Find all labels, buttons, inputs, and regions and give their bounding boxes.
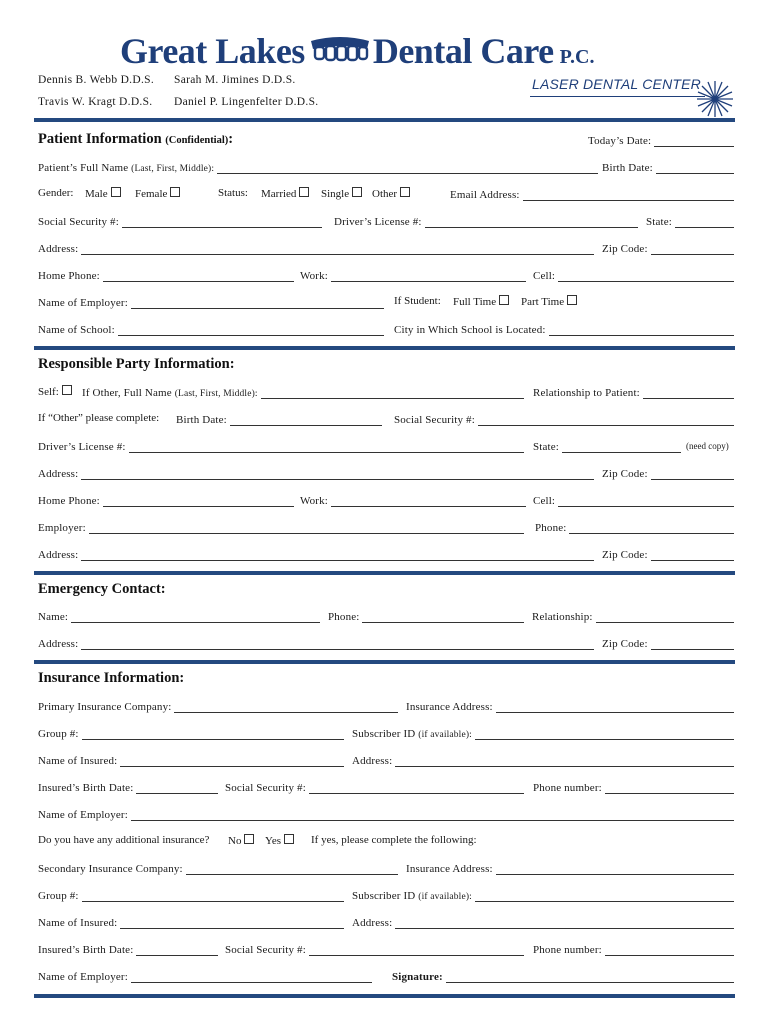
input-line[interactable]: [174, 701, 398, 713]
secondary-subscriber-id-field[interactable]: [352, 888, 734, 902]
signature-line[interactable]: [446, 971, 734, 983]
responsible-employer-address-row: [38, 547, 734, 563]
school-row: [38, 322, 734, 338]
gender-status-row: [38, 187, 734, 203]
input-line[interactable]: [331, 270, 526, 282]
doctor-name: Daniel P. Lingenfelter D.D.S.: [174, 96, 319, 108]
field-label: Social Security #:: [38, 216, 119, 228]
brand-name-great-lakes: Great Lakes: [120, 31, 305, 71]
input-line[interactable]: [654, 135, 734, 147]
self-option[interactable]: [38, 385, 72, 398]
input-line[interactable]: [605, 782, 734, 794]
field-label: Insurance Address:: [406, 701, 493, 713]
field-label: Name of Insured:: [38, 917, 118, 929]
input-line[interactable]: [81, 468, 594, 480]
emergency-phone-field[interactable]: [328, 609, 524, 623]
insurance-info-heading: Insurance Information:: [38, 670, 185, 686]
doctor-name: Sarah M. Jimines D.D.S.: [174, 74, 296, 86]
field-label: Insurance Address:: [406, 863, 493, 875]
primary-insured-name-field[interactable]: [38, 753, 344, 767]
input-line[interactable]: [395, 755, 734, 767]
responsible-other-row: [38, 412, 734, 428]
responsible-employer-address-field[interactable]: [38, 547, 594, 561]
secondary-group-field[interactable]: [38, 888, 344, 902]
state-field[interactable]: [646, 214, 734, 228]
primary-phone-number-field[interactable]: [533, 780, 734, 794]
input-line[interactable]: [186, 863, 398, 875]
field-label: Address:: [38, 243, 79, 255]
input-line[interactable]: [596, 611, 734, 623]
input-line[interactable]: [261, 387, 524, 399]
input-line[interactable]: [136, 782, 218, 794]
emergency-address-field[interactable]: [38, 636, 594, 650]
part-time-checkbox[interactable]: [567, 295, 577, 305]
home-phone-field[interactable]: [38, 268, 294, 282]
field-label: Zip Code:: [602, 549, 648, 561]
field-label: Insured’s Birth Date:: [38, 944, 134, 956]
field-label: Social Security #:: [225, 782, 306, 794]
secondary-insured-name-field[interactable]: [38, 915, 344, 929]
part-time-option[interactable]: [521, 295, 577, 308]
status-other-option[interactable]: [372, 187, 410, 200]
input-line[interactable]: [309, 782, 524, 794]
section-divider: [34, 571, 735, 575]
field-label: Subscriber ID: [352, 890, 416, 902]
input-line[interactable]: [331, 495, 526, 507]
field-label: Cell:: [533, 495, 556, 507]
field-label: Address:: [352, 917, 393, 929]
input-line[interactable]: [120, 755, 344, 767]
if-yes-instruction: If yes, please complete the following:: [311, 834, 477, 846]
additional-insurance-question: Do you have any additional insurance?: [38, 834, 210, 846]
input-line[interactable]: [131, 971, 372, 983]
input-line[interactable]: [71, 611, 320, 623]
field-label: Name:: [38, 611, 69, 623]
yes-checkbox[interactable]: [284, 834, 294, 844]
field-label: Work:: [300, 270, 328, 282]
input-line[interactable]: [81, 243, 594, 255]
if-other-label: If “Other” please complete:: [38, 412, 160, 424]
field-label: Phone number:: [533, 944, 602, 956]
input-line[interactable]: [558, 495, 734, 507]
input-line[interactable]: [120, 917, 344, 929]
input-line[interactable]: [558, 270, 734, 282]
primary-insured-address-field[interactable]: [352, 753, 734, 767]
emergency-address-row: [38, 636, 734, 652]
input-line[interactable]: [675, 216, 734, 228]
phone-row: [38, 268, 734, 284]
input-line[interactable]: [562, 441, 681, 453]
responsible-state-field[interactable]: [533, 439, 681, 453]
option-label: No: [228, 835, 242, 847]
field-label: Group #:: [38, 890, 79, 902]
primary-insured-birth-row: [38, 780, 734, 796]
single-checkbox[interactable]: [352, 187, 362, 197]
primary-employer-field[interactable]: [38, 807, 734, 821]
secondary-insured-birth-date-field[interactable]: [38, 942, 218, 956]
field-label: Birth Date:: [176, 414, 227, 426]
secondary-insurance-row: [38, 861, 734, 877]
self-checkbox[interactable]: [62, 385, 72, 395]
signature-field[interactable]: [392, 969, 734, 983]
input-line[interactable]: [122, 216, 322, 228]
responsible-employer-zip-field[interactable]: [602, 547, 734, 561]
field-label: Zip Code:: [602, 468, 648, 480]
input-line[interactable]: [523, 189, 734, 201]
option-label: Married: [261, 188, 297, 200]
additional-no-option[interactable]: [228, 834, 254, 847]
responsible-phone-row: [38, 493, 734, 509]
secondary-phone-number-field[interactable]: [533, 942, 734, 956]
section-divider: [34, 994, 735, 998]
field-label: Insured’s Birth Date:: [38, 782, 134, 794]
input-line[interactable]: [475, 890, 734, 902]
field-label: Address:: [38, 549, 79, 561]
field-label: State:: [646, 216, 672, 228]
responsible-address-row: [38, 466, 734, 482]
primary-insurance-company-field[interactable]: [38, 699, 398, 713]
input-line[interactable]: [425, 216, 638, 228]
field-label: Subscriber ID: [352, 728, 416, 740]
input-line[interactable]: [651, 549, 734, 561]
field-label: Email Address:: [450, 189, 520, 201]
input-line[interactable]: [496, 863, 734, 875]
female-checkbox[interactable]: [170, 187, 180, 197]
heading-colon: :: [228, 131, 234, 147]
brand-suffix: P.C.: [559, 46, 595, 68]
field-label: Home Phone:: [38, 270, 100, 282]
option-label: Male: [85, 188, 108, 200]
field-label: Secondary Insurance Company:: [38, 863, 183, 875]
input-line[interactable]: [656, 162, 734, 174]
secondary-insured-birth-row: [38, 942, 734, 958]
brand-logo: [120, 30, 594, 70]
field-label: Primary Insurance Company:: [38, 701, 172, 713]
field-label-note: (if available):: [418, 730, 472, 740]
section-divider: [34, 660, 735, 664]
field-label: Group #:: [38, 728, 79, 740]
option-label: Self:: [38, 386, 59, 398]
responsible-zip-field[interactable]: [602, 466, 734, 480]
section-divider: [34, 118, 735, 122]
input-line[interactable]: [136, 944, 218, 956]
secondary-group-row: [38, 888, 734, 904]
field-label: Birth Date:: [602, 162, 653, 174]
todays-date-row: [38, 133, 734, 149]
secondary-insurance-address-field[interactable]: [406, 861, 734, 875]
input-line[interactable]: [82, 890, 344, 902]
field-label: Zip Code:: [602, 638, 648, 650]
primary-insurance-address-field[interactable]: [406, 699, 734, 713]
input-line[interactable]: [309, 944, 524, 956]
option-label: Single: [321, 188, 350, 200]
emergency-relationship-field[interactable]: [532, 609, 734, 623]
field-label: Address:: [38, 468, 79, 480]
field-label: Name of Employer:: [38, 971, 128, 983]
field-label: Phone:: [328, 611, 360, 623]
responsible-employer-row: [38, 520, 734, 536]
address-row: [38, 241, 734, 257]
field-label: Address:: [352, 755, 393, 767]
emergency-name-field[interactable]: [38, 609, 320, 623]
patient-birth-date-field[interactable]: [602, 160, 734, 174]
employer-field[interactable]: [38, 295, 384, 309]
field-label: Name of Employer:: [38, 297, 128, 309]
secondary-employer-signature-row: [38, 969, 734, 985]
field-label: Name of Employer:: [38, 809, 128, 821]
primary-insurance-row: [38, 699, 734, 715]
field-label: If Other, Full Name: [82, 387, 172, 399]
field-label: Social Security #:: [225, 944, 306, 956]
secondary-insured-ssn-field[interactable]: [225, 942, 524, 956]
field-label: Driver’s License #:: [334, 216, 422, 228]
teeth-icon: [309, 35, 371, 70]
input-line[interactable]: [131, 297, 384, 309]
heading-note: (Confidential): [165, 135, 229, 146]
emergency-zip-field[interactable]: [602, 636, 734, 650]
option-label: Yes: [265, 835, 282, 847]
input-line[interactable]: [549, 324, 734, 336]
responsible-address-field[interactable]: [38, 466, 594, 480]
responsible-party-heading: Responsible Party Information:: [38, 356, 235, 372]
input-line[interactable]: [643, 387, 734, 399]
input-line[interactable]: [82, 728, 344, 740]
field-label-note: (Last, First, Middle):: [174, 389, 258, 399]
input-line[interactable]: [569, 522, 734, 534]
responsible-work-field[interactable]: [300, 493, 526, 507]
gender-female-option[interactable]: [135, 187, 180, 200]
primary-group-row: [38, 726, 734, 742]
secondary-insured-row: [38, 915, 734, 931]
field-label: Driver’s License #:: [38, 441, 126, 453]
field-label: Relationship to Patient:: [533, 387, 640, 399]
primary-group-field[interactable]: [38, 726, 344, 740]
field-label: Name of School:: [38, 324, 115, 336]
secondary-insured-address-field[interactable]: [352, 915, 734, 929]
input-line[interactable]: [651, 638, 734, 650]
primary-insured-row: [38, 753, 734, 769]
section-divider: [34, 346, 735, 350]
status-label: Status:: [218, 187, 248, 199]
input-line[interactable]: [103, 495, 294, 507]
responsible-employer-field[interactable]: [38, 520, 524, 534]
tagline-underline: [530, 96, 705, 97]
school-name-field[interactable]: [38, 322, 384, 336]
laser-dental-center-tagline: LASER DENTAL CENTER: [532, 76, 701, 92]
input-line[interactable]: [81, 549, 594, 561]
responsible-employer-phone-field[interactable]: [535, 520, 734, 534]
field-label: Home Phone:: [38, 495, 100, 507]
brand-name-dental-care: Dental Care: [372, 31, 554, 71]
input-line[interactable]: [496, 701, 734, 713]
primary-insured-ssn-field[interactable]: [225, 780, 524, 794]
responsible-ssn-field[interactable]: [394, 412, 734, 426]
doctor-name: Dennis B. Webb D.D.S.: [38, 74, 155, 86]
field-label: State:: [533, 441, 559, 453]
drivers-license-field[interactable]: [334, 214, 638, 228]
input-line[interactable]: [129, 441, 524, 453]
input-line[interactable]: [395, 917, 734, 929]
additional-yes-option[interactable]: [265, 834, 294, 847]
if-student-label: If Student:: [394, 295, 441, 307]
field-label: Employer:: [38, 522, 86, 534]
input-line[interactable]: [217, 162, 598, 174]
status-married-option[interactable]: [261, 187, 309, 200]
todays-date-field[interactable]: [588, 133, 734, 147]
input-line[interactable]: [478, 414, 734, 426]
responsible-cell-field[interactable]: [533, 493, 734, 507]
option-label: Full Time: [453, 296, 497, 308]
input-line[interactable]: [230, 414, 382, 426]
gender-label: Gender:: [38, 187, 74, 199]
primary-subscriber-id-field[interactable]: [352, 726, 734, 740]
doctor-name: Travis W. Kragt D.D.S.: [38, 96, 153, 108]
star-burst-icon: [696, 80, 734, 123]
email-address-field[interactable]: [450, 187, 734, 201]
option-label: Part Time: [521, 296, 565, 308]
ssn-field[interactable]: [38, 214, 322, 228]
work-phone-field[interactable]: [300, 268, 526, 282]
address-field[interactable]: [38, 241, 594, 255]
secondary-insurance-company-field[interactable]: [38, 861, 398, 875]
input-line[interactable]: [651, 243, 734, 255]
field-label: Signature:: [392, 971, 443, 983]
status-single-option[interactable]: [321, 187, 362, 200]
input-line[interactable]: [89, 522, 524, 534]
responsible-home-phone-field[interactable]: [38, 493, 294, 507]
responsible-drivers-license-field[interactable]: [38, 439, 524, 453]
field-label: City in Which School is Located:: [394, 324, 546, 336]
input-line[interactable]: [81, 638, 594, 650]
field-label: Address:: [38, 638, 79, 650]
input-line[interactable]: [118, 324, 384, 336]
relationship-to-patient-field[interactable]: [533, 385, 734, 399]
need-copy-note: (need copy): [686, 441, 729, 451]
input-line[interactable]: [475, 728, 734, 740]
field-label-note: (if available):: [418, 892, 472, 902]
primary-insured-birth-date-field[interactable]: [38, 780, 218, 794]
male-checkbox[interactable]: [111, 187, 121, 197]
field-label: Name of Insured:: [38, 755, 118, 767]
input-line[interactable]: [651, 468, 734, 480]
input-line[interactable]: [103, 270, 294, 282]
input-line[interactable]: [131, 809, 734, 821]
input-line[interactable]: [362, 611, 524, 623]
field-label-note: (Last, First, Middle):: [131, 164, 215, 174]
responsible-full-name-field[interactable]: [82, 385, 524, 399]
zip-code-field[interactable]: [602, 241, 734, 255]
employer-row: [38, 295, 734, 311]
no-checkbox[interactable]: [244, 834, 254, 844]
field-label: Patient’s Full Name: [38, 162, 129, 174]
ssn-license-row: [38, 214, 734, 230]
option-label: Female: [135, 188, 168, 200]
gender-male-option[interactable]: [85, 187, 121, 200]
primary-employer-row: [38, 807, 734, 823]
responsible-birth-date-field[interactable]: [176, 412, 382, 426]
field-label: Phone number:: [533, 782, 602, 794]
field-label: Phone:: [535, 522, 567, 534]
option-label: Other: [372, 188, 398, 200]
field-label: Social Security #:: [394, 414, 475, 426]
field-label: Today’s Date:: [588, 135, 652, 147]
field-label: Cell:: [533, 270, 556, 282]
cell-phone-field[interactable]: [533, 268, 734, 282]
field-label: Relationship:: [532, 611, 593, 623]
patient-full-name-field[interactable]: [38, 160, 598, 174]
emergency-contact-heading: Emergency Contact:: [38, 581, 166, 597]
married-checkbox[interactable]: [299, 187, 309, 197]
additional-insurance-row: [38, 834, 734, 850]
other-checkbox[interactable]: [400, 187, 410, 197]
full-time-checkbox[interactable]: [499, 295, 509, 305]
school-city-field[interactable]: [394, 322, 734, 336]
responsible-self-row: [38, 385, 734, 401]
responsible-license-row: [38, 439, 734, 455]
input-line[interactable]: [605, 944, 734, 956]
secondary-employer-field[interactable]: [38, 969, 372, 983]
field-label: Zip Code:: [602, 243, 648, 255]
full-time-option[interactable]: [453, 295, 509, 308]
patient-name-row: [38, 160, 734, 176]
field-label: Work:: [300, 495, 328, 507]
emergency-name-row: [38, 609, 734, 625]
heading-text: Patient Information: [38, 131, 162, 147]
